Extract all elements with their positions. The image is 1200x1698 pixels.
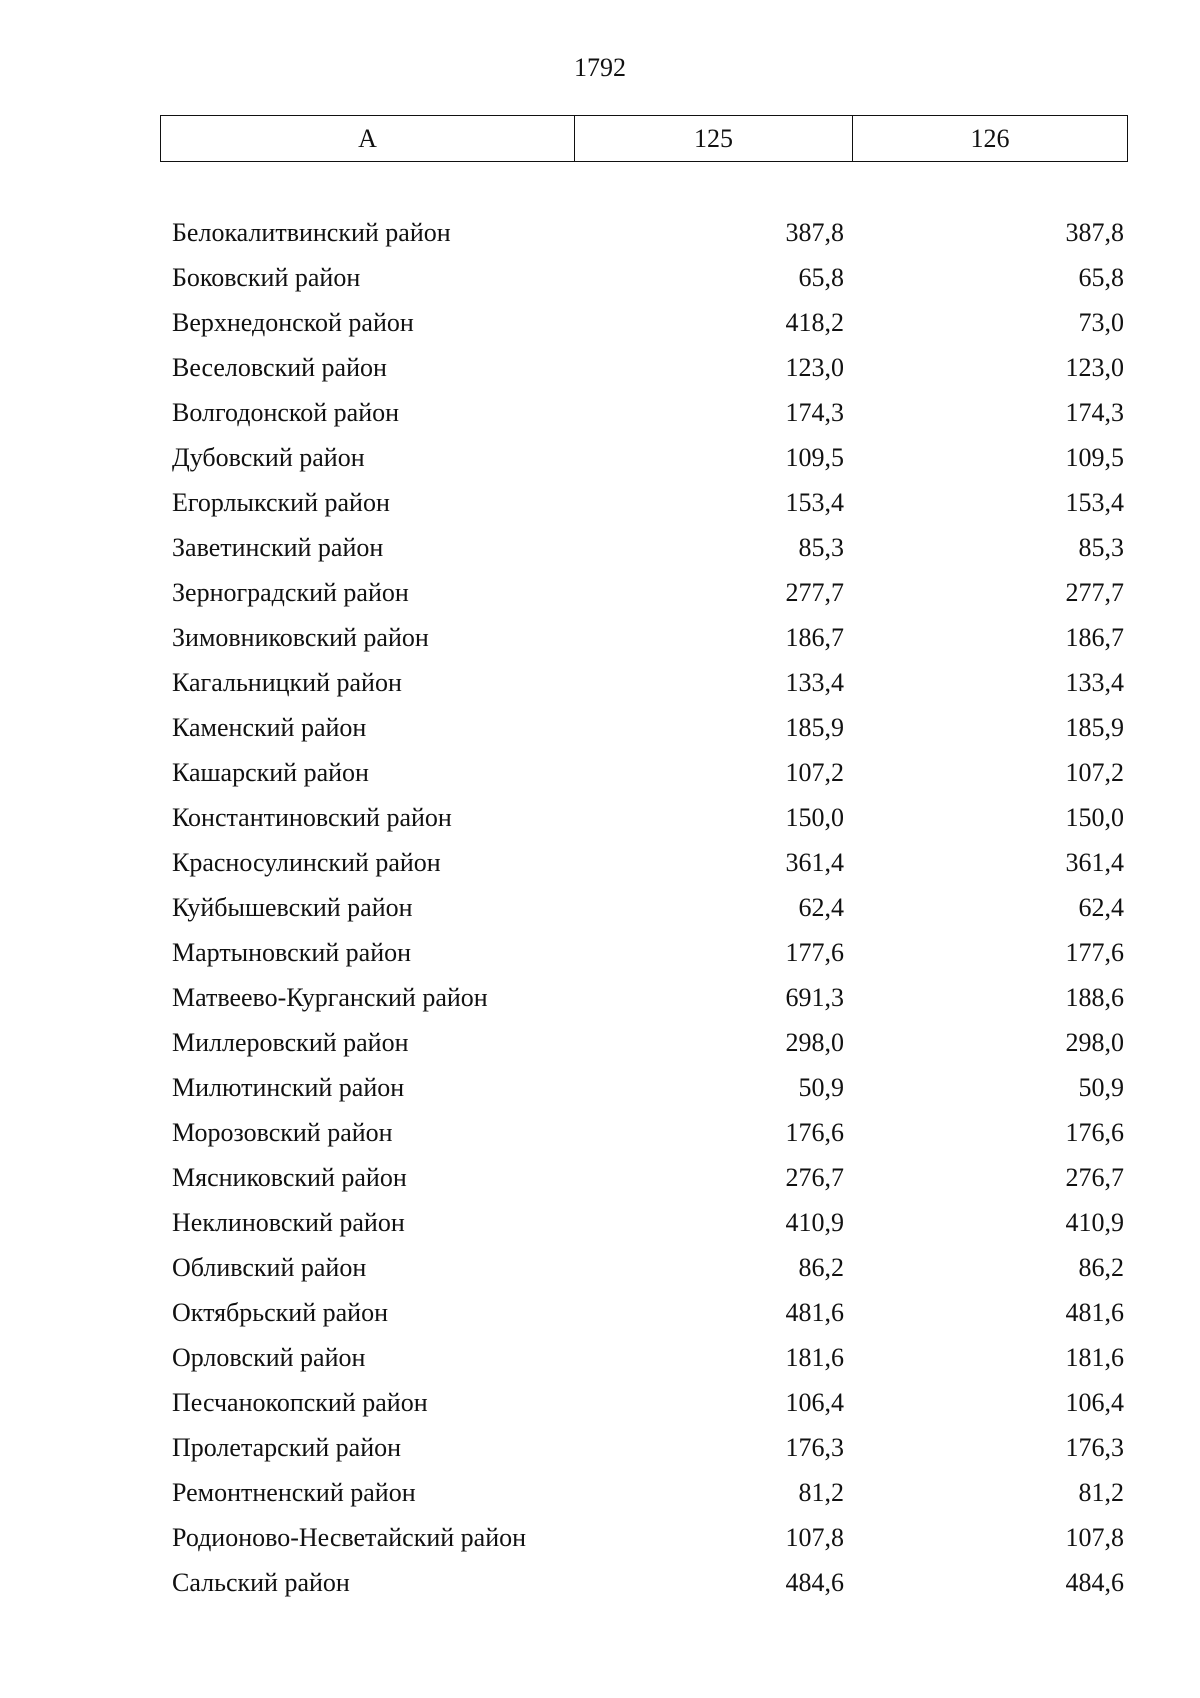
row-value-126: 109,5 bbox=[1065, 443, 1124, 472]
page-number: 1792 bbox=[574, 53, 626, 82]
row-value-126: 481,6 bbox=[1065, 1298, 1124, 1327]
row-value-125: 150,0 bbox=[785, 803, 844, 832]
table-row bbox=[0, 525, 1200, 570]
row-district-name: Неклиновский район bbox=[172, 1208, 405, 1237]
table-row bbox=[0, 1200, 1200, 1245]
row-value-126: 181,6 bbox=[1065, 1343, 1124, 1372]
row-value-125: 691,3 bbox=[785, 983, 844, 1012]
row-value-125: 62,4 bbox=[798, 893, 844, 922]
table-row bbox=[0, 390, 1200, 435]
row-district-name: Матвеево-Курганский район bbox=[172, 983, 488, 1012]
row-value-126: 123,0 bbox=[1065, 353, 1124, 382]
row-value-125: 107,8 bbox=[785, 1523, 844, 1552]
table-row bbox=[0, 1020, 1200, 1065]
row-value-125: 133,4 bbox=[785, 668, 844, 697]
table-row bbox=[0, 1290, 1200, 1335]
row-value-125: 387,8 bbox=[785, 218, 844, 247]
table-row bbox=[0, 885, 1200, 930]
row-value-125: 186,7 bbox=[785, 623, 844, 652]
row-value-125: 106,4 bbox=[785, 1388, 844, 1417]
table-row bbox=[0, 1425, 1200, 1470]
table-row bbox=[0, 750, 1200, 795]
row-district-name: Константиновский район bbox=[172, 803, 452, 832]
row-district-name: Красносулинский район bbox=[172, 848, 441, 877]
row-district-name: Егорлыкский район bbox=[172, 488, 390, 517]
table-row bbox=[0, 1470, 1200, 1515]
row-value-126: 361,4 bbox=[1065, 848, 1124, 877]
row-district-name: Орловский район bbox=[172, 1343, 366, 1372]
row-value-125: 418,2 bbox=[785, 308, 844, 337]
row-district-name: Кагальницкий район bbox=[172, 668, 402, 697]
row-value-126: 188,6 bbox=[1065, 983, 1124, 1012]
row-value-125: 86,2 bbox=[798, 1253, 844, 1282]
row-district-name: Веселовский район bbox=[172, 353, 387, 382]
row-district-name: Верхнедонской район bbox=[172, 308, 414, 337]
row-district-name: Дубовский район bbox=[172, 443, 365, 472]
row-value-126: 85,3 bbox=[1078, 533, 1124, 562]
row-value-126: 150,0 bbox=[1065, 803, 1124, 832]
table-row bbox=[0, 1515, 1200, 1560]
row-value-126: 276,7 bbox=[1065, 1163, 1124, 1192]
row-value-125: 484,6 bbox=[785, 1568, 844, 1597]
row-value-126: 174,3 bbox=[1065, 398, 1124, 427]
row-district-name: Мартыновский район bbox=[172, 938, 412, 967]
row-value-125: 176,6 bbox=[785, 1118, 844, 1147]
row-district-name: Песчанокопский район bbox=[172, 1388, 428, 1417]
row-value-126: 177,6 bbox=[1065, 938, 1124, 967]
row-value-126: 106,4 bbox=[1065, 1388, 1124, 1417]
table-row bbox=[0, 1560, 1200, 1605]
table-row bbox=[0, 1065, 1200, 1110]
table-row bbox=[0, 840, 1200, 885]
row-district-name: Боковский район bbox=[172, 263, 361, 292]
table-row bbox=[0, 1335, 1200, 1380]
row-value-126: 81,2 bbox=[1078, 1478, 1124, 1507]
row-value-126: 410,9 bbox=[1065, 1208, 1124, 1237]
table-row bbox=[0, 435, 1200, 480]
table-row bbox=[0, 345, 1200, 390]
row-value-125: 174,3 bbox=[785, 398, 844, 427]
row-value-125: 123,0 bbox=[785, 353, 844, 382]
row-value-126: 62,4 bbox=[1078, 893, 1124, 922]
table-row bbox=[0, 300, 1200, 345]
row-value-126: 133,4 bbox=[1065, 668, 1124, 697]
row-value-126: 387,8 bbox=[1065, 218, 1124, 247]
row-value-125: 277,7 bbox=[785, 578, 844, 607]
row-value-126: 107,2 bbox=[1065, 758, 1124, 787]
header-cell-125: 125 bbox=[575, 116, 853, 161]
row-value-126: 185,9 bbox=[1065, 713, 1124, 742]
row-value-126: 176,3 bbox=[1065, 1433, 1124, 1462]
row-district-name: Сальский район bbox=[172, 1568, 350, 1597]
row-value-126: 50,9 bbox=[1078, 1073, 1124, 1102]
table-body bbox=[0, 210, 1200, 1605]
row-value-126: 73,0 bbox=[1078, 308, 1124, 337]
row-value-125: 65,8 bbox=[798, 263, 844, 292]
row-value-126: 186,7 bbox=[1065, 623, 1124, 652]
row-value-126: 277,7 bbox=[1065, 578, 1124, 607]
row-district-name: Миллеровский район bbox=[172, 1028, 409, 1057]
table-row bbox=[0, 705, 1200, 750]
table-row bbox=[0, 210, 1200, 255]
table-row bbox=[0, 255, 1200, 300]
row-district-name: Каменский район bbox=[172, 713, 367, 742]
row-value-125: 410,9 bbox=[785, 1208, 844, 1237]
row-value-125: 185,9 bbox=[785, 713, 844, 742]
header-cell-126: 126 bbox=[970, 123, 1010, 153]
row-value-125: 276,7 bbox=[785, 1163, 844, 1192]
row-value-125: 107,2 bbox=[785, 758, 844, 787]
table-row bbox=[0, 615, 1200, 660]
row-district-name: Мясниковский район bbox=[172, 1163, 407, 1192]
row-district-name: Ремонтненский район bbox=[172, 1478, 416, 1507]
row-district-name: Морозовский район bbox=[172, 1118, 393, 1147]
row-value-126: 86,2 bbox=[1078, 1253, 1124, 1282]
row-district-name: Обливский район bbox=[172, 1253, 367, 1282]
row-district-name: Белокалитвинский район bbox=[172, 218, 451, 247]
row-value-125: 176,3 bbox=[785, 1433, 844, 1462]
row-value-125: 50,9 bbox=[798, 1073, 844, 1102]
row-value-126: 153,4 bbox=[1065, 488, 1124, 517]
row-value-125: 85,3 bbox=[798, 533, 844, 562]
table-row bbox=[0, 930, 1200, 975]
row-value-126: 176,6 bbox=[1065, 1118, 1124, 1147]
row-district-name: Куйбышевский район bbox=[172, 893, 413, 922]
table-row bbox=[0, 1110, 1200, 1155]
row-district-name: Родионово-Несветайский район bbox=[172, 1523, 527, 1552]
row-value-125: 153,4 bbox=[785, 488, 844, 517]
row-value-125: 177,6 bbox=[785, 938, 844, 967]
table-row bbox=[0, 975, 1200, 1020]
row-district-name: Кашарский район bbox=[172, 758, 369, 787]
table-row bbox=[0, 1155, 1200, 1200]
table-row bbox=[0, 660, 1200, 705]
row-district-name: Волгодонской район bbox=[172, 398, 400, 427]
row-value-126: 298,0 bbox=[1065, 1028, 1124, 1057]
row-value-125: 361,4 bbox=[785, 848, 844, 877]
row-value-125: 298,0 bbox=[785, 1028, 844, 1057]
table-row bbox=[0, 795, 1200, 840]
row-district-name: Октябрьский район bbox=[172, 1298, 388, 1327]
row-value-126: 107,8 bbox=[1065, 1523, 1124, 1552]
table-header bbox=[160, 115, 1128, 162]
row-value-126: 65,8 bbox=[1078, 263, 1124, 292]
table-row bbox=[0, 1245, 1200, 1290]
header-cell-a: А bbox=[161, 116, 575, 161]
row-value-126: 484,6 bbox=[1065, 1568, 1124, 1597]
row-value-125: 181,6 bbox=[785, 1343, 844, 1372]
row-district-name: Пролетарский район bbox=[172, 1433, 402, 1462]
row-district-name: Милютинский район bbox=[172, 1073, 405, 1102]
row-district-name: Зимовниковский район bbox=[172, 623, 429, 652]
table-row bbox=[0, 480, 1200, 525]
row-district-name: Зерноградский район bbox=[172, 578, 409, 607]
table-row bbox=[0, 1380, 1200, 1425]
row-value-125: 81,2 bbox=[798, 1478, 844, 1507]
row-district-name: Заветинский район bbox=[172, 533, 384, 562]
row-value-125: 109,5 bbox=[785, 443, 844, 472]
table-row bbox=[0, 570, 1200, 615]
row-value-125: 481,6 bbox=[785, 1298, 844, 1327]
